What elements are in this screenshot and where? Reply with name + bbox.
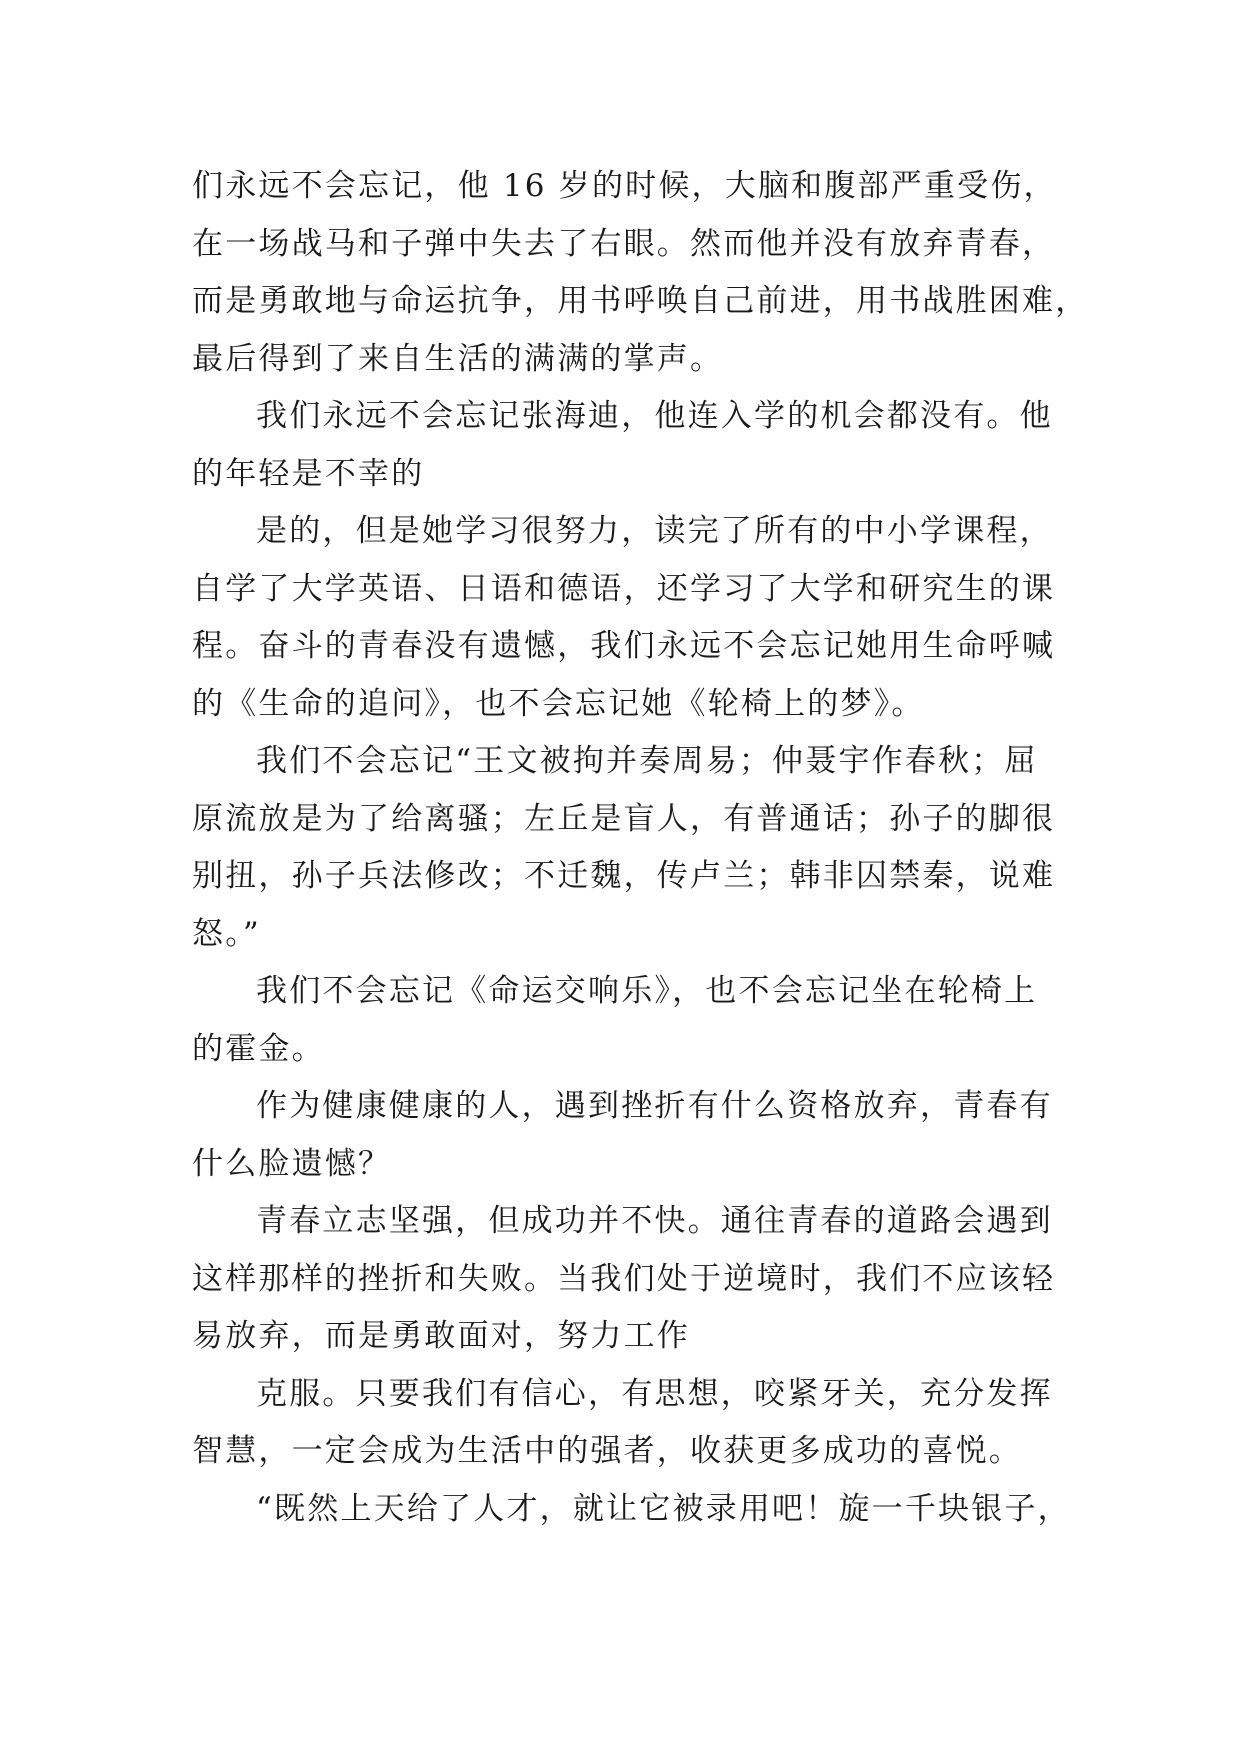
- text-line: 最后得到了来自生活的满满的掌声。: [192, 340, 724, 377]
- text-line: 的《生命的追问》，也不会忘记她《轮椅上的梦》。: [192, 685, 925, 722]
- text-line: 自学了大学英语、日语和德语，还学习了大学和研究生的课: [192, 570, 1056, 607]
- text-line: 原流放是为了给离骚；左丘是盲人，有普通话；孙子的脚很: [192, 800, 1056, 837]
- text-line: 别扭，孙子兵法修改；不迁魏，传卢兰；韩非囚禁秦，说难: [192, 858, 1056, 894]
- text-line: 我们不会忘记“王文被拘并奏周易；仲聂宇作春秋；屈: [256, 743, 1038, 779]
- text-line: 智慧，一定会成为生活中的强者，收获更多成功的喜悦。: [192, 1433, 1022, 1469]
- body-text: [192, 158, 1089, 1538]
- text-line: “既然上天给了人才，就让它被录用吧！旋一千块银子，: [256, 1490, 1071, 1527]
- text-line: 们永远不会忘记，他 16 岁的时候，大脑和腹部严重受伤，: [192, 168, 1057, 204]
- text-line: 而是勇敢地与命运抗争，用书呼唤自己前进，用书战胜困难，: [192, 283, 1089, 319]
- text-line: 青春立志坚强，但成功并不快。通往青春的道路会遇到: [256, 1203, 1053, 1239]
- text-line: 在一场战马和子弹中失去了右眼。然而他并没有放弃青春，: [192, 225, 1056, 262]
- text-line: 是的，但是她学习很努力，读完了所有的中小学课程，: [256, 513, 1053, 549]
- text-line: 我们永远不会忘记张海迪，他连入学的机会都没有。他: [256, 398, 1053, 434]
- text-line: 的年轻是不幸的: [192, 455, 425, 492]
- text-line: 我们不会忘记《命运交响乐》，也不会忘记坐在轮椅上: [256, 973, 1038, 1009]
- text-line: 怒。”: [192, 915, 261, 952]
- text-line: 克服。只要我们有信心，有思想，咬紧牙关，充分发挥: [256, 1375, 1053, 1412]
- text-line: 的霍金。: [192, 1030, 325, 1067]
- text-line: 这样那样的挫折和失败。当我们处于逆境时，我们不应该轻: [192, 1260, 1056, 1297]
- text-line: 易放弃，而是勇敢面对，努力工作: [192, 1318, 690, 1354]
- text-line: 程。奋斗的青春没有遗憾，我们永远不会忘记她用生命呼喊: [192, 628, 1056, 664]
- text-line: 作为健康健康的人，遇到挫折有什么资格放弃，青春有: [256, 1088, 1053, 1124]
- text-line: 什么脸遗憾？: [192, 1145, 392, 1182]
